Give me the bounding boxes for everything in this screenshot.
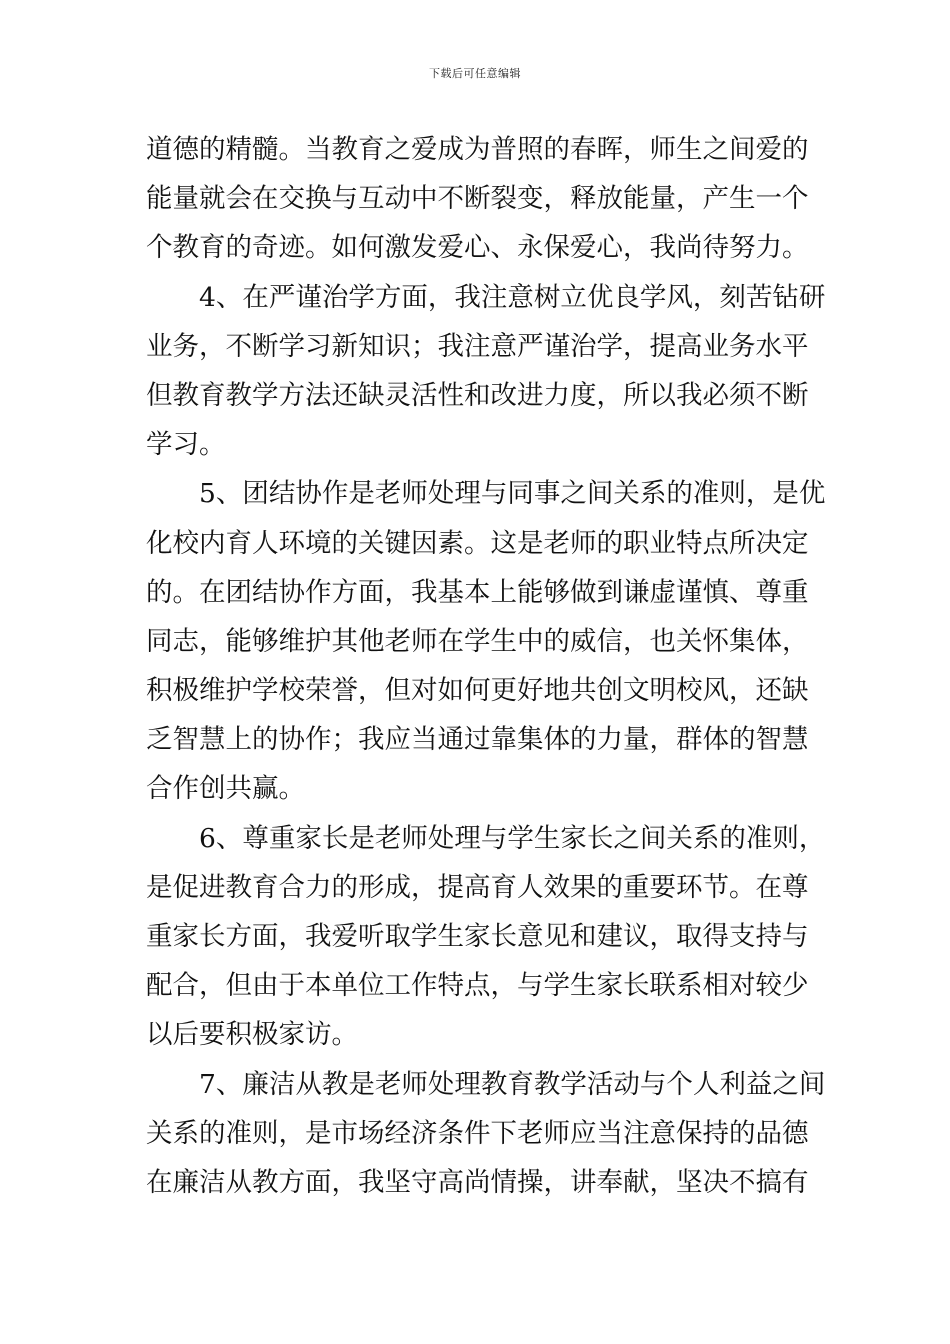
text-line: 合作创共赢。 xyxy=(146,773,305,805)
text-line: 乏智慧上的协作；我应当通过靠集体的力量，群体的智慧 xyxy=(146,724,809,756)
text-line: 但教育教学方法还缺灵活性和改进力度，所以我必须不断 xyxy=(146,379,809,411)
text-line: 业务，不断学习新知识；我注意严谨治学，提高业务水平 xyxy=(146,330,809,362)
paragraph-6-start: 6、尊重家长是老师处理与学生家长之间关系的准则， xyxy=(146,822,826,854)
text-line: 学习。 xyxy=(146,429,226,461)
text-line: 以后要积极家访。 xyxy=(146,1019,358,1051)
text-line: 能量就会在交换与互动中不断裂变，释放能量，产生一个 xyxy=(146,183,809,215)
text-line: 积极维护学校荣誉，但对如何更好地共创文明校风，还缺 xyxy=(146,675,809,707)
text-line: 配合，但由于本单位工作特点，与学生家长联系相对较少 xyxy=(146,970,809,1002)
text-line: 重家长方面，我爱听取学生家长意见和建议，取得支持与 xyxy=(146,921,809,952)
text-line: 在廉洁从教方面，我坚守高尚情操，讲奉献，坚决不搞有 xyxy=(146,1166,809,1198)
text-line: 的。在团结协作方面，我基本上能够做到谦虚谨慎、尊重 xyxy=(146,576,809,608)
paragraph-5-start: 5、团结协作是老师处理与同事之间关系的准则，是优 xyxy=(146,478,826,510)
text-line: 关系的准则，是市场经济条件下老师应当注意保持的品德 xyxy=(146,1117,809,1149)
text-line: 化校内育人环境的关键因素。这是老师的职业特点所决定 xyxy=(146,527,809,559)
text-line: 道德的精髓。当教育之爱成为普照的春晖，师生之间爱的 xyxy=(146,134,809,165)
text-line: 是促进教育合力的形成，提高育人效果的重要环节。在尊 xyxy=(146,871,809,903)
text-line: 个教育的奇迹。如何激发爱心、永保爱心，我尚待努力。 xyxy=(146,232,809,264)
paragraph-7-start: 7、廉洁从教是老师处理教育教学活动与个人利益之间 xyxy=(146,1068,826,1100)
text-line: 同志，能够维护其他老师在学生中的威信，也关怀集体， xyxy=(146,625,809,657)
body-text xyxy=(146,130,826,1212)
page-header: 下载后可任意编辑 xyxy=(429,67,521,80)
paragraph-4-start: 4、在严谨治学方面，我注意树立优良学风，刻苦钻研 xyxy=(146,281,826,313)
